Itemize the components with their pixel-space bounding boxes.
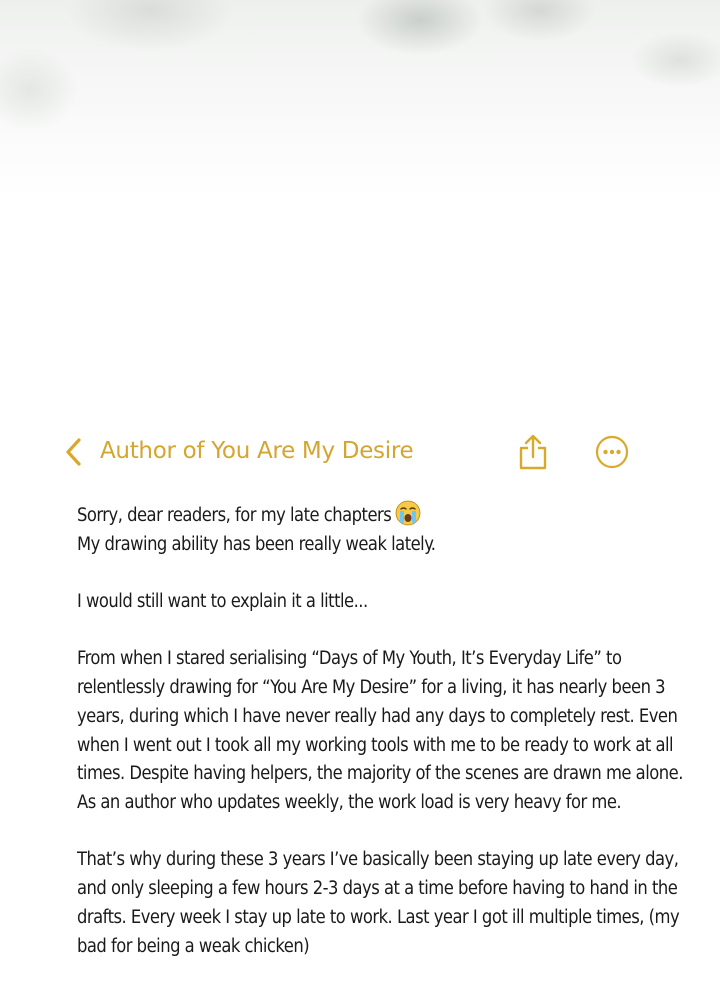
background-artwork <box>0 0 720 230</box>
share-icon <box>514 432 552 472</box>
note-line <box>77 500 697 531</box>
note-text: Sorry, dear readers, for my late chapters <box>77 505 392 526</box>
more-options-button[interactable] <box>594 434 630 470</box>
note-body <box>77 500 697 961</box>
note-line: I would still want to explain it a little... <box>77 591 368 613</box>
note-line: My drawing ability has been really weak lately. <box>77 533 436 555</box>
back-button[interactable] <box>58 434 88 470</box>
note-paragraph: That’s why during these 3 years I’ve basically been staying up late every day, and only sleeping a few hours 2-3 days at a time before having to hand in the drafts. Every week I stay up late to work. Last year I got ill multiple times, (my bad for being a weak chicken) <box>77 849 680 957</box>
more-options-icon <box>594 434 630 470</box>
note-title: Author of You Are My Desire <box>100 438 414 464</box>
share-button[interactable] <box>514 432 552 472</box>
note-paragraph: From when I stared serialising “Days of My Youth, It’s Everyday Life” to relentlessly drawing for “You Are My Desire” for a living, it has nearly been 3 years, during which I have never really had any days to completely rest. Even when I went out I took all my working tools with me to be ready to work at all times. Despite having helpers, the majority of the scenes are drawn me alone. As an author who updates weekly, the work load is very heavy for me. <box>77 648 683 813</box>
crying-face-emoji <box>395 500 421 526</box>
note-header <box>0 430 720 476</box>
chevron-left-icon <box>64 437 82 467</box>
